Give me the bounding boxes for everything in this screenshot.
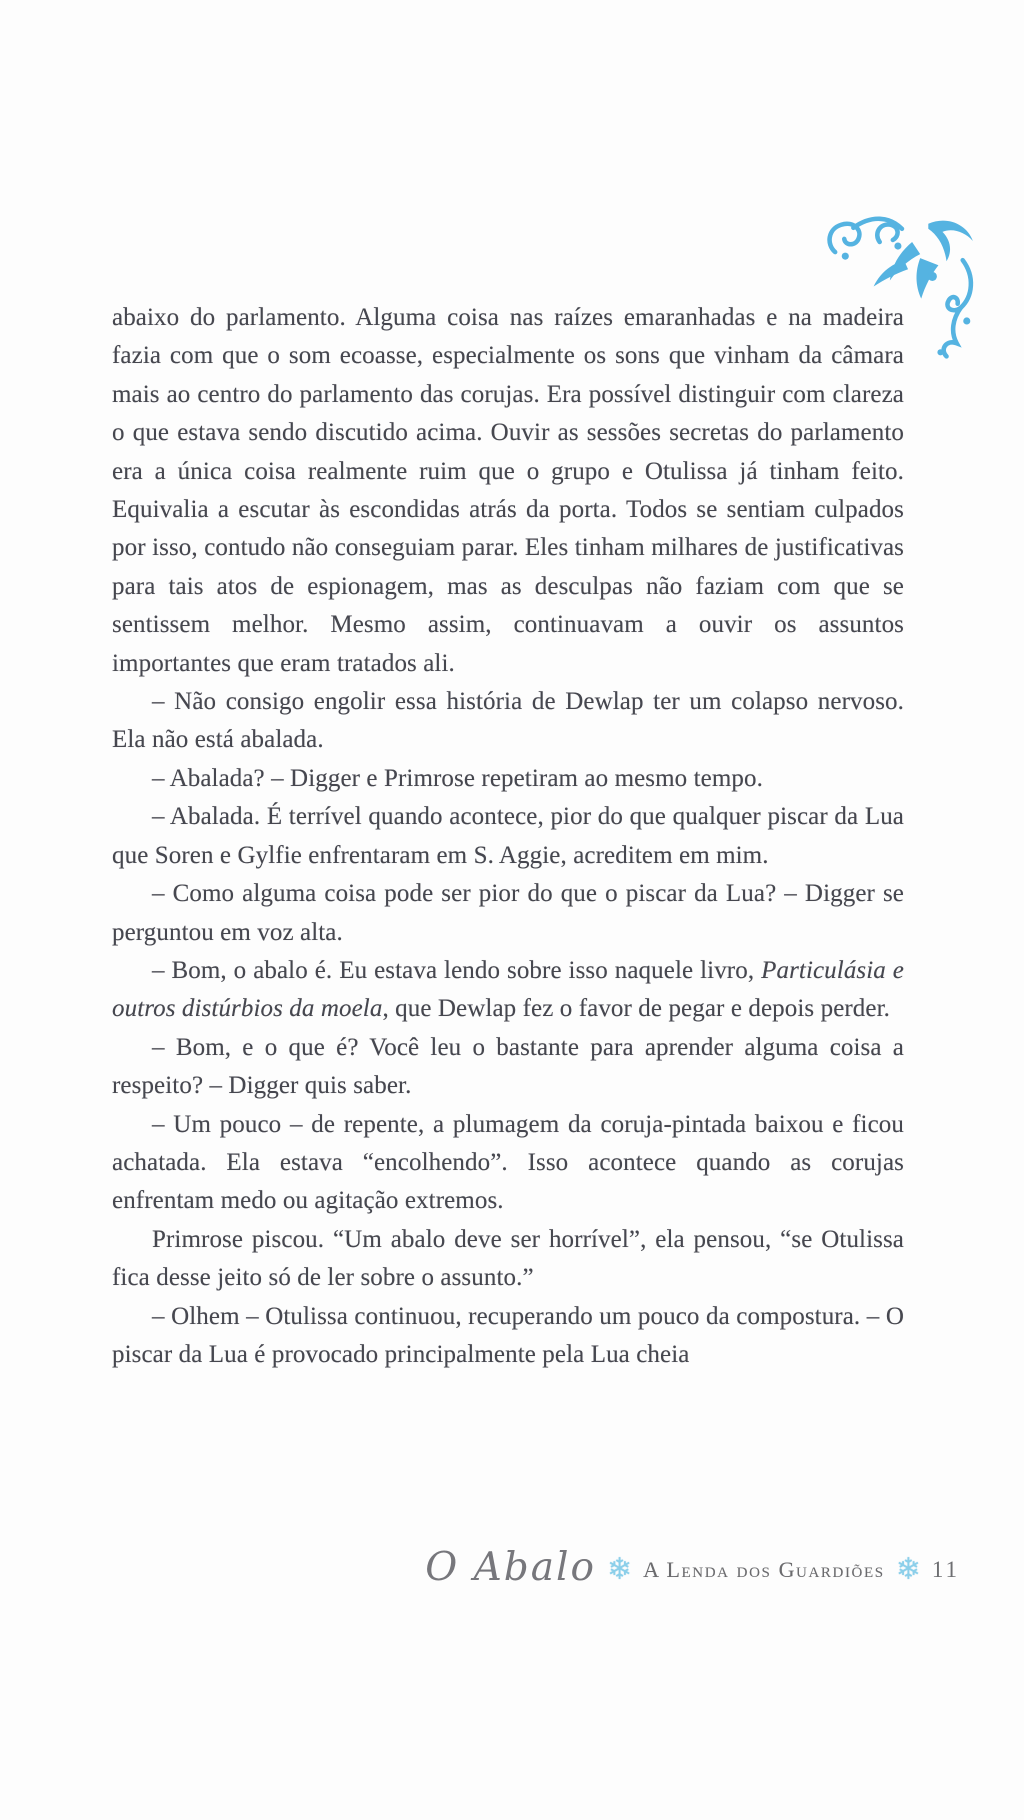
paragraph <box>112 299 904 683</box>
text-run: – Abalada? – Digger e Primrose repetiram ao mesmo tempo. <box>152 764 763 792</box>
page-footer <box>425 1547 960 1592</box>
paragraph <box>112 760 904 798</box>
snowflake-icon: ❄ <box>606 1551 633 1587</box>
text-run: – Olhem – Otulissa continuou, recuperando um pouco da compostura. – O piscar da Lua é provocado principalmente pela Lua cheia <box>112 1302 904 1368</box>
text-run: abaixo do parlamento. Alguma coisa nas raízes emaranhadas e na madeira fazia com que o som ecoasse, especialmente os sons que vinham da câmara mais ao centro do parlamento das corujas. Era possível distinguir com clareza o que estava sendo discutido acima. Ouvir as sessões secretas do parlamento era a única coisa realmente ruim que o grupo e Otulissa já tinham feito. Equivalia a escutar às escondidas atrás da porta. Todos se sentiam culpados por isso, contudo não conseguiam parar. Eles tinham milhares de justificativas para tais atos de espionagem, mas as desculpas não faziam com que se sentissem melhor. Mesmo assim, continuavam a ouvir os assuntos importantes que eram tratados ali. <box>112 304 904 677</box>
paragraph <box>112 1029 904 1106</box>
paragraph <box>112 875 904 952</box>
paragraph <box>112 1221 904 1298</box>
series-title: A Lenda dos Guardiões <box>643 1556 885 1582</box>
text-run: – Bom, e o que é? Você leu o bastante para aprender alguma coisa a respeito? – Digger quis saber. <box>112 1033 904 1100</box>
text-run: – Bom, o abalo é. Eu estava lendo sobre isso naquele livro, <box>152 956 762 984</box>
text-run: – Abalada. É terrível quando acontece, pior do que qualquer piscar da Lua que Soren e Gylfie enfrentaram em S. Aggie, acreditem em mim. <box>112 803 904 869</box>
snowflake-icon: ❄ <box>895 1551 921 1587</box>
paragraph <box>112 952 904 1029</box>
page-number: 11 <box>931 1556 960 1582</box>
text-run: – Não consigo engolir essa história de Dewlap ter um colapso nervoso. Ela não está abalada. <box>112 688 904 754</box>
paragraph <box>112 798 904 875</box>
text-run: Primrose piscou. “Um abalo deve ser horrível”, ela pensou, “se Otulissa fica desse jeito só de ler sobre o assunto.” <box>112 1225 904 1292</box>
paragraph <box>112 1298 904 1375</box>
text-run: – Um pouco – de repente, a plumagem da coruja-pintada baixou e ficou achatada. Ela estava “encolhendo”. Isso acontece quando as corujas enfrentam medo ou agitação extremos. <box>112 1110 904 1215</box>
text-run: – Como alguma coisa pode ser pior do que o piscar da Lua? – Digger se perguntou em voz alta. <box>112 880 904 946</box>
text-run: , que Dewlap fez o favor de pegar e depois perder. <box>382 995 891 1023</box>
page-text <box>112 299 904 1374</box>
book-title-inline-italic: Particulásia e outros distúrbios da moela <box>112 956 905 1023</box>
paragraph <box>112 683 904 760</box>
paragraph <box>112 1106 904 1221</box>
book-title: O Abalo <box>425 1545 596 1590</box>
